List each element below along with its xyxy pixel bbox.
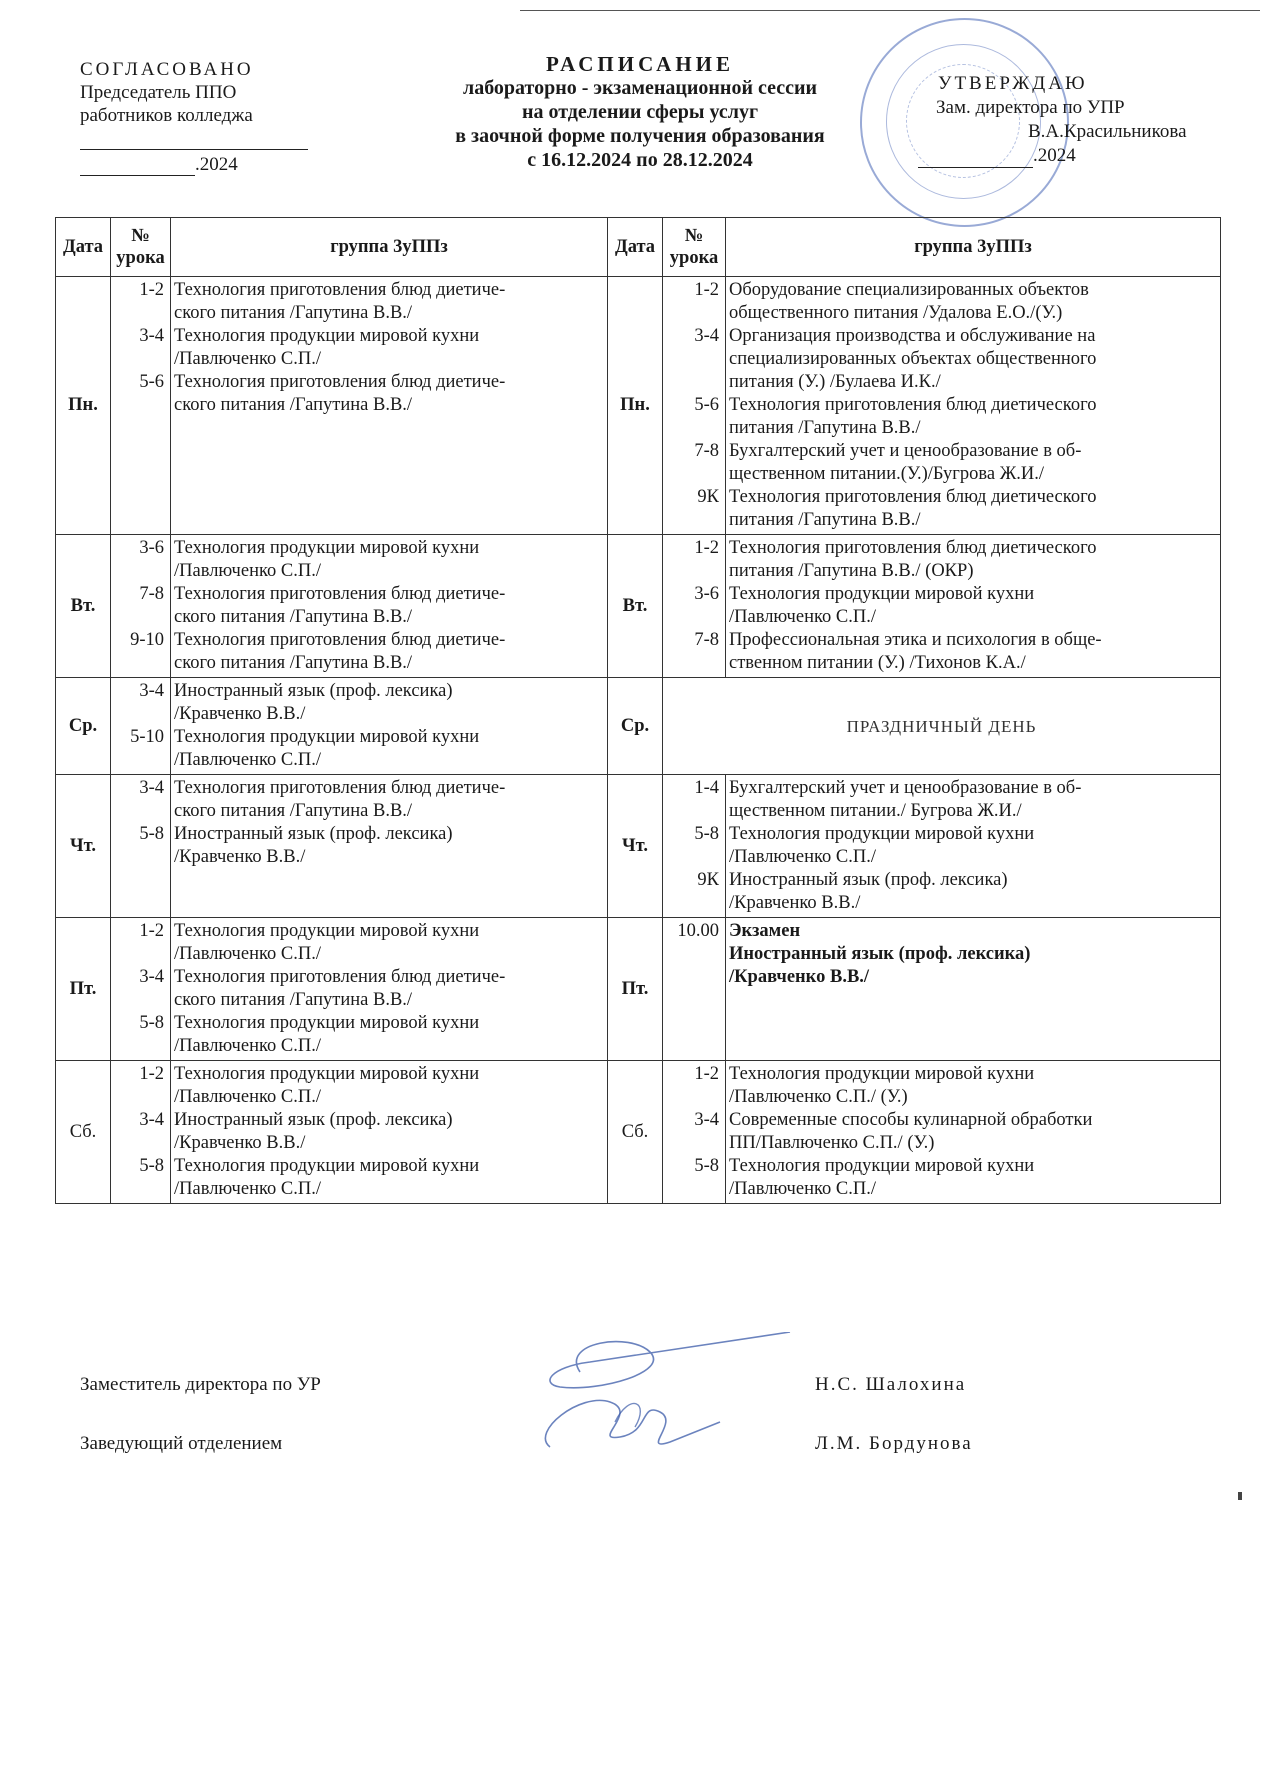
subject-line: Технология приготовления блюд диетиче-	[174, 778, 506, 798]
subject-line: Иностранный язык (проф. лексика)	[174, 681, 453, 701]
subject-line: Технология продукции мировой кухни	[174, 1064, 480, 1084]
day-cell-right: Вт.	[608, 535, 663, 678]
lesson-number	[114, 703, 164, 726]
lesson-number: 1-2	[139, 280, 164, 300]
header-line-3: в заочной форме получения образования	[455, 125, 825, 147]
day-cell-left: Пн.	[56, 277, 111, 535]
subject-line: Технология продукции мировой кухни	[174, 1013, 480, 1033]
subject-line: Профессиональная этика и психология в обще-	[729, 630, 1102, 650]
lesson-number	[666, 606, 719, 629]
subjects-cell-right	[726, 918, 1221, 1061]
lesson-number	[114, 1132, 164, 1155]
schedule-table	[55, 217, 1221, 1204]
lesson-number	[666, 943, 719, 966]
header-lesson-left: № урока	[111, 218, 171, 277]
subject-line: Бухгалтерский учет и ценообразование в об-	[729, 778, 1082, 798]
lesson-number	[666, 417, 719, 440]
lesson-number	[114, 348, 164, 371]
confirm-date-blank	[918, 147, 1033, 168]
lesson-number: 5-6	[139, 372, 164, 392]
lesson-numbers-cell-right	[663, 535, 726, 678]
lesson-numbers-cell-left	[111, 678, 171, 775]
approval-date-suffix: .2024	[195, 154, 238, 175]
subject-line: Технология продукции мировой кухни	[174, 1156, 480, 1176]
subject-line: /Павлюченко С.П./	[729, 1179, 876, 1199]
approval-date	[80, 150, 308, 176]
lesson-number: 9К	[697, 870, 719, 890]
lesson-number	[114, 1035, 164, 1058]
subjects-cell-left	[171, 678, 608, 775]
top-rule	[520, 10, 1260, 11]
lesson-number	[666, 302, 719, 325]
lesson-number	[666, 348, 719, 371]
approval-block	[80, 58, 308, 176]
subject-line: Иностранный язык (проф. лексика)	[174, 1110, 453, 1130]
lesson-number	[114, 1086, 164, 1109]
lesson-number	[666, 1178, 719, 1201]
day-cell-right: Чт.	[608, 775, 663, 918]
subject-line: Технология продукции мировой кухни	[174, 921, 480, 941]
day-cell-left: Чт.	[56, 775, 111, 918]
subject-line: Современные способы кулинарной обработки	[729, 1110, 1093, 1130]
subject-line: Технология продукции мировой кухни	[729, 1156, 1035, 1176]
footer-role-2: Заведующий отделением	[80, 1433, 283, 1454]
confirm-line-2: В.А.Красильникова	[1028, 121, 1187, 142]
document-header	[380, 52, 900, 172]
lesson-numbers-cell-left	[111, 918, 171, 1061]
subject-line: /Павлюченко С.П./	[729, 847, 876, 867]
subject-line: Технология приготовления блюд диетического	[729, 538, 1097, 558]
day-cell-right: Сб.	[608, 1061, 663, 1204]
subject-line: ственном питании (У.) /Тихонов К.А./	[729, 653, 1026, 673]
subject-line: питания /Гапутина В.В./	[729, 510, 921, 530]
lesson-number: 3-4	[139, 778, 164, 798]
subject-line: ского питания /Гапутина В.В./	[174, 990, 413, 1010]
subject-line: /Павлюченко С.П./	[174, 944, 321, 964]
confirm-block	[918, 72, 1218, 168]
subject-line: ского питания /Гапутина В.В./	[174, 607, 413, 627]
subject-line: /Павлюченко С.П./	[174, 349, 321, 369]
lesson-number: 7-8	[139, 584, 164, 604]
header-group-right: группа 3уППз	[726, 218, 1221, 277]
subject-line: /Павлюченко С.П./	[174, 1087, 321, 1107]
handwritten-signature	[520, 1332, 810, 1462]
subject-line: Технология приготовления блюд диетиче-	[174, 630, 506, 650]
subject-line: Технология продукции мировой кухни	[729, 584, 1035, 604]
subject-line: Технология приготовления блюд диетиче-	[174, 967, 506, 987]
lesson-number: 3-6	[694, 584, 719, 604]
footer-role-1: Заместитель директора по УР	[80, 1374, 321, 1395]
subject-line: питания (У.) /Булаева И.К./	[729, 372, 941, 392]
table-row	[56, 535, 1221, 678]
lesson-number: 5-10	[130, 727, 164, 747]
subject-line: ПП/Павлюченко С.П./ (У.)	[729, 1133, 935, 1153]
lesson-number	[114, 989, 164, 1012]
subjects-cell-right	[726, 775, 1221, 918]
day-cell-right: Пт.	[608, 918, 663, 1061]
subject-line: /Кравченко В.В./	[174, 704, 306, 724]
table-row	[56, 775, 1221, 918]
lesson-number: 9К	[697, 487, 719, 507]
subjects-cell-right	[726, 277, 1221, 535]
lesson-numbers-cell-right	[663, 277, 726, 535]
lesson-number	[666, 1086, 719, 1109]
approval-date-blank	[80, 153, 195, 176]
lesson-number	[114, 652, 164, 675]
lesson-number: 5-8	[694, 824, 719, 844]
lesson-number: 5-6	[694, 395, 719, 415]
lesson-number	[666, 846, 719, 869]
subject-line: Технология продукции мировой кухни	[174, 326, 480, 346]
lesson-numbers-cell-right	[663, 775, 726, 918]
lesson-number: 7-8	[694, 441, 719, 461]
lesson-number: 5-8	[139, 1013, 164, 1033]
subject-line: Технология продукции мировой кухни	[174, 538, 480, 558]
lesson-number: 3-4	[139, 681, 164, 701]
header-date-right: Дата	[608, 218, 663, 277]
approval-line-2: работников колледжа	[80, 105, 253, 126]
confirm-line-1: Зам. директора по УПР	[936, 97, 1125, 118]
subject-line: Иностранный язык (проф. лексика)	[729, 870, 1008, 890]
subjects-cell-left	[171, 775, 608, 918]
subject-line: /Павлюченко С.П./	[174, 1179, 321, 1199]
scan-speck	[1238, 1492, 1242, 1500]
lesson-numbers-cell-left	[111, 277, 171, 535]
subject-line: Технология приготовления блюд диетического	[729, 395, 1097, 415]
subject-line: общественного питания /Удалова Е.О./(У.)	[729, 303, 1063, 323]
document-title: РАСПИСАНИЕ	[545, 52, 735, 76]
lesson-number	[114, 302, 164, 325]
subject-line: /Павлюченко С.П./ (У.)	[729, 1087, 908, 1107]
lesson-number: 1-2	[139, 1064, 164, 1084]
lesson-number	[666, 371, 719, 394]
table-row	[56, 918, 1221, 1061]
day-cell-left: Вт.	[56, 535, 111, 678]
subjects-cell-left	[171, 535, 608, 678]
header-group-left: группа 3уППз	[171, 218, 608, 277]
table-row	[56, 1061, 1221, 1204]
confirm-title: УТВЕРЖДАЮ	[938, 73, 1088, 94]
subject-line: ского питания /Гапутина В.В./	[174, 303, 413, 323]
lesson-number: 1-2	[139, 921, 164, 941]
lesson-number: 7-8	[694, 630, 719, 650]
lesson-number: 3-4	[139, 326, 164, 346]
subject-line: Организация производства и обслуживание на	[729, 326, 1096, 346]
lesson-number	[666, 509, 719, 532]
holiday-cell: ПРАЗДНИЧНЫЙ ДЕНЬ	[663, 678, 1221, 775]
lesson-numbers-cell-left	[111, 775, 171, 918]
lesson-number	[114, 1178, 164, 1201]
lesson-number	[114, 846, 164, 869]
subject-line: Оборудование специализированных объектов	[729, 280, 1089, 300]
subject-line: /Павлюченко С.П./	[174, 1036, 321, 1056]
lesson-number	[666, 966, 719, 989]
subject-line: Технология приготовления блюд диетиче-	[174, 372, 506, 392]
subject-line: ского питания /Гапутина В.В./	[174, 653, 413, 673]
header-line-1: лабораторно - экзаменационной сессии	[462, 77, 818, 99]
schedule-body	[56, 277, 1221, 1204]
signature-drawing	[520, 1332, 810, 1462]
lesson-number: 3-4	[694, 326, 719, 346]
table-row	[56, 277, 1221, 535]
approval-line-1: Председатель ППО	[80, 82, 237, 103]
subject-line: /Кравченко В.В./	[729, 967, 870, 987]
header-lesson-right: № урока	[663, 218, 726, 277]
subject-line: Иностранный язык (проф. лексика)	[729, 944, 1031, 964]
subjects-cell-left	[171, 918, 608, 1061]
lesson-number: 3-4	[139, 967, 164, 987]
lesson-number	[114, 943, 164, 966]
subject-line: /Кравченко В.В./	[174, 1133, 306, 1153]
lesson-number	[666, 800, 719, 823]
header-line-2: на отделении сферы услуг	[521, 101, 759, 123]
subject-line: питания /Гапутина В.В./	[729, 418, 921, 438]
lesson-number	[114, 606, 164, 629]
subjects-cell-right	[726, 535, 1221, 678]
subject-line: Технология продукции мировой кухни	[174, 727, 480, 747]
subject-line: /Кравченко В.В./	[729, 893, 861, 913]
subject-line: Иностранный язык (проф. лексика)	[174, 824, 453, 844]
subject-line: щественном питании.(У.)/Бугрова Ж.И./	[729, 464, 1045, 484]
subject-line: Экзамен	[729, 921, 801, 941]
table-header-row	[56, 218, 1221, 277]
lesson-number: 9-10	[130, 630, 164, 650]
lesson-number: 5-8	[139, 1156, 164, 1176]
header-line-4: с 16.12.2024 по 28.12.2024	[527, 149, 753, 171]
lesson-numbers-cell-left	[111, 1061, 171, 1204]
lesson-number	[114, 749, 164, 772]
confirm-date	[918, 144, 1218, 168]
approval-title: СОГЛАСОВАНО	[80, 59, 254, 80]
table-row	[56, 678, 1221, 775]
subject-line: Технология приготовления блюд диетиче-	[174, 584, 506, 604]
lesson-number	[666, 560, 719, 583]
footer-name-2: Л.М. Бордунова	[815, 1433, 973, 1454]
subjects-cell-left	[171, 277, 608, 535]
lesson-number	[666, 1132, 719, 1155]
subject-line: /Павлюченко С.П./	[174, 750, 321, 770]
subject-line: Технология продукции мировой кухни	[729, 824, 1035, 844]
confirm-date-suffix: .2024	[1033, 145, 1076, 166]
lesson-numbers-cell-right	[663, 918, 726, 1061]
day-cell-right: Ср.	[608, 678, 663, 775]
subject-line: специализированных объектах общественного	[729, 349, 1097, 369]
lesson-number: 1-2	[694, 1064, 719, 1084]
lesson-number: 3-6	[139, 538, 164, 558]
lesson-number: 1-2	[694, 538, 719, 558]
day-cell-left: Сб.	[56, 1061, 111, 1204]
lesson-number: 10.00	[677, 921, 719, 941]
day-cell-left: Ср.	[56, 678, 111, 775]
subjects-cell-left	[171, 1061, 608, 1204]
day-cell-right: Пн.	[608, 277, 663, 535]
lesson-number	[666, 463, 719, 486]
subject-line: Бухгалтерский учет и ценообразование в об-	[729, 441, 1082, 461]
day-cell-left: Пт.	[56, 918, 111, 1061]
subject-line: /Кравченко В.В./	[174, 847, 306, 867]
lesson-number: 3-4	[694, 1110, 719, 1130]
lesson-number: 3-4	[139, 1110, 164, 1130]
subject-line: ского питания /Гапутина В.В./	[174, 801, 413, 821]
lesson-number	[114, 394, 164, 417]
subject-line: /Павлюченко С.П./	[729, 607, 876, 627]
subject-line: ского питания /Гапутина В.В./	[174, 395, 413, 415]
lesson-number: 1-4	[694, 778, 719, 798]
lesson-number	[114, 800, 164, 823]
lesson-number	[666, 652, 719, 675]
lesson-number	[114, 560, 164, 583]
lesson-number: 5-8	[139, 824, 164, 844]
header-date-left: Дата	[56, 218, 111, 277]
subject-line: Технология приготовления блюд диетического	[729, 487, 1097, 507]
lesson-numbers-cell-left	[111, 535, 171, 678]
approval-signature-line	[80, 127, 308, 150]
lesson-number	[666, 892, 719, 915]
subject-line: Технология продукции мировой кухни	[729, 1064, 1035, 1084]
lesson-number: 5-8	[694, 1156, 719, 1176]
lesson-number: 1-2	[694, 280, 719, 300]
subject-line: /Павлюченко С.П./	[174, 561, 321, 581]
subjects-cell-right	[726, 1061, 1221, 1204]
subject-line: питания /Гапутина В.В./ (ОКР)	[729, 561, 974, 581]
subject-line: Технология приготовления блюд диетиче-	[174, 280, 506, 300]
lesson-numbers-cell-right	[663, 1061, 726, 1204]
subject-line: щественном питании./ Бугрова Ж.И./	[729, 801, 1022, 821]
footer-name-1: Н.С. Шалохина	[815, 1374, 967, 1395]
